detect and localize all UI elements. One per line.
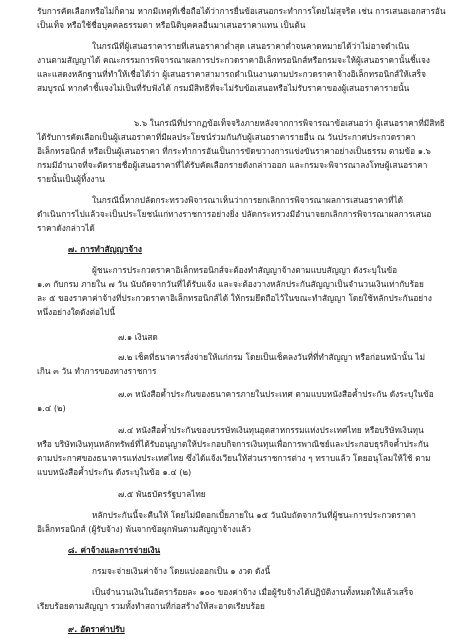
text-line: เกิน ๓ วัน ทำการของทางราชการ [37, 366, 157, 376]
text-line: ดำเนินการไปแล้วจะเป็นประโยชน์แก่ทางราชการอย่างยิ่ง ปลัดกระทรวงมีอำนาจยกเลิกการพิจารณาผลการเสนอ [37, 209, 432, 219]
text-line: เป็นจำนวนเงินในอัตราร้อยละ ๑๐๐ ของค่าจ้าง เมื่อผู้รับจ้างได้ปฏิบัติงานทั้งหมดให้แล้วเสร็จ [92, 587, 414, 597]
text-line: เป็นเท็จ หรือใช้ชื่อบุคคลธรรมดา หรือนิติบุคคลอื่นมาเสนอราคาแทน เป็นต้น [37, 20, 306, 30]
text-line: กรมมีอำนาจที่จะตัดรายชื่อผู้เสนอราคาที่ได้รับคัดเลือกรายดังกล่าวออก และกรมจะพิจารณาลงโทษผู้เสนอราคา [37, 160, 428, 170]
text-line: ๗.๓ หนังสือค้ำประกันของธนาคารภายในประเทศ ตามแบบหนังสือค้ำประกัน ดังระบุในข้อ [118, 389, 434, 399]
text-line: กรมจะจ่ายเงินค่าจ้าง โดยแบ่งออกเป็น ๑ งวด ดังนี้ [92, 566, 271, 576]
text-line: อิเล็กทรอนิกส์ หรือเป็นผู้เสนอราคา ที่กระทำการอันเป็นการขัดขวางการแข่งขันราคาอย่างเป็นธรรม ตามข้อ ๑.๖ [37, 146, 431, 156]
text-line: ๗.๒ เช็คที่ธนาคารสั่งจ่ายให้แก่กรม โดยเป็นเช็คลงวันที่ที่ทำสัญญา หรือก่อนหน้านั้น ไม่ [118, 352, 426, 362]
text-line: ๗.๑ เงินสด [118, 332, 158, 342]
text-line: ๑.๔ (๒) [37, 403, 66, 413]
text-line: ผู้ชนะการประกวดราคาอิเล็กทรอนิกส์จะต้องทำสัญญาจ้างตามแบบสัญญา ดังระบุในข้อ [92, 265, 398, 275]
text-line: อิเล็กทรอนิกส์ (ผู้รับจ้าง) พ้นจากข้อผูกพันตามสัญญาจ้างแล้ว [37, 524, 251, 534]
text-line: ราคาดังกล่าวได้ [37, 223, 95, 233]
text-line: ๑.๓ กับกรม ภายใน ๗ วัน นับถัดจากวันที่ได้รับแจ้ง และจะต้องวางหลักประกันสัญญาเป็นจำนวนเงินเท่ากับร้อย [37, 279, 424, 289]
section-heading: ๗. การทำสัญญาจ้าง [68, 244, 142, 254]
text-line: รับการคัดเลือกหรือไม่ก็ตาม หากมีเหตุที่เชื่อถือได้ว่าการยื่นข้อเสนอกระทำการโดยไม่สุจริต เช่น การเสนอเอกสารอัน [37, 6, 446, 16]
text-line: และแสดงหลักฐานที่ทำให้เชื่อได้ว่า ผู้เสนอราคาสามารถดำเนินงานตามประกวดราคาจ้างอิเล็กทรอนิกส์ให้เสร็จ [37, 69, 426, 79]
text-line: ๖.๖ ในกรณีที่ปรากฏข้อเท็จจริงภายหลังจากการพิจารณาข้อเสนอว่า ผู้เสนอราคาที่มีสิทธิ [134, 118, 445, 128]
text-line: ตามประกาศของธนาคารแห่งประเทศไทย ซึ่งได้แจ้งเวียนให้ส่วนราชการต่าง ๆ ทราบแล้ว โดยอนุโลมให้ใช้ ตาม [37, 453, 431, 463]
section-heading: ๙. อัตราค่าปรับ [68, 624, 125, 634]
text-line: ในกรณีที่ผู้เสนอราคารายที่เสนอราคาต่ำสุด เสนอราคาต่ำจนคาดหมายได้ว่าไม่อาจดำเนิน [92, 41, 410, 51]
text-line: หลักประกันนี้จะคืนให้ โดยไม่มีดอกเบี้ยภายใน ๑๕ วันนับถัดจากวันที่ผู้ชนะการประกวดราคา [92, 510, 416, 520]
text-line: รายนั้นเป็นผู้ทิ้งงาน [37, 174, 105, 184]
text-line: หรือ บริษัทเงินทุนหลักทรัพย์ที่ได้รับอนุญาตให้ประกอบกิจการเงินทุนเพื่อการพาณิชย์และประกอบธุรกิจค้ำประกัน [37, 439, 429, 449]
text-line: เรียบร้อยตามสัญญา รวมทั้งทำสถานที่ก่อสร้างให้สะอาดเรียบร้อย [37, 601, 265, 611]
text-line: ละ ๕ ของราคาค่าจ้างที่ประกวดราคาอิเล็กทรอนิกส์ได้ ให้กรมยึดถือไว้ในขณะทำสัญญา โดยใช้หลักประกันอย่าง [37, 293, 432, 303]
text-line: ในกรณีนี้หากปลัดกระทรวงพิจารณาเห็นว่าการยกเลิกการพิจารณาผลการเสนอราคาที่ได้ [92, 195, 404, 205]
text-line: แบบหนังสือค้ำประกัน ดังระบุในข้อ ๑.๔ (๒) [37, 467, 192, 477]
text-line: สมบูรณ์ หากคำชี้แจงไม่เป็นที่รับฟังได้ กรมมีสิทธิที่จะไม่รับข้อเสนอหรือไม่รับราคาของผู้เสนอราคารายนั้น [37, 83, 410, 93]
text-line: หนึ่งอย่างใดดังต่อไปนี้ [37, 307, 116, 317]
text-line: งานตามสัญญาได้ คณะกรรมการพิจารณาผลการประกวดราคาอิเล็กทรอนิกส์หรือกรมจะให้ผู้เสนอราคานั้นชี้แจง [37, 55, 430, 65]
section-heading: ๘. ค่าจ้างและการจ่ายเงิน [68, 545, 161, 555]
text-line: ๗.๕ พันธบัตรรัฐบาลไทย [118, 489, 206, 499]
text-line: ได้รับการคัดเลือกเป็นผู้เสนอราคาที่มีผลประโยชน์ร่วมกันกับผู้เสนอราคารายอื่น ณ วันประกาศประกวดราคา [37, 132, 416, 142]
text-line: ๗.๔ หนังสือค้ำประกันของบรรษัทเงินทุนอุตสาหกรรมแห่งประเทศไทย หรือบริษัทเงินทุน [118, 425, 424, 435]
